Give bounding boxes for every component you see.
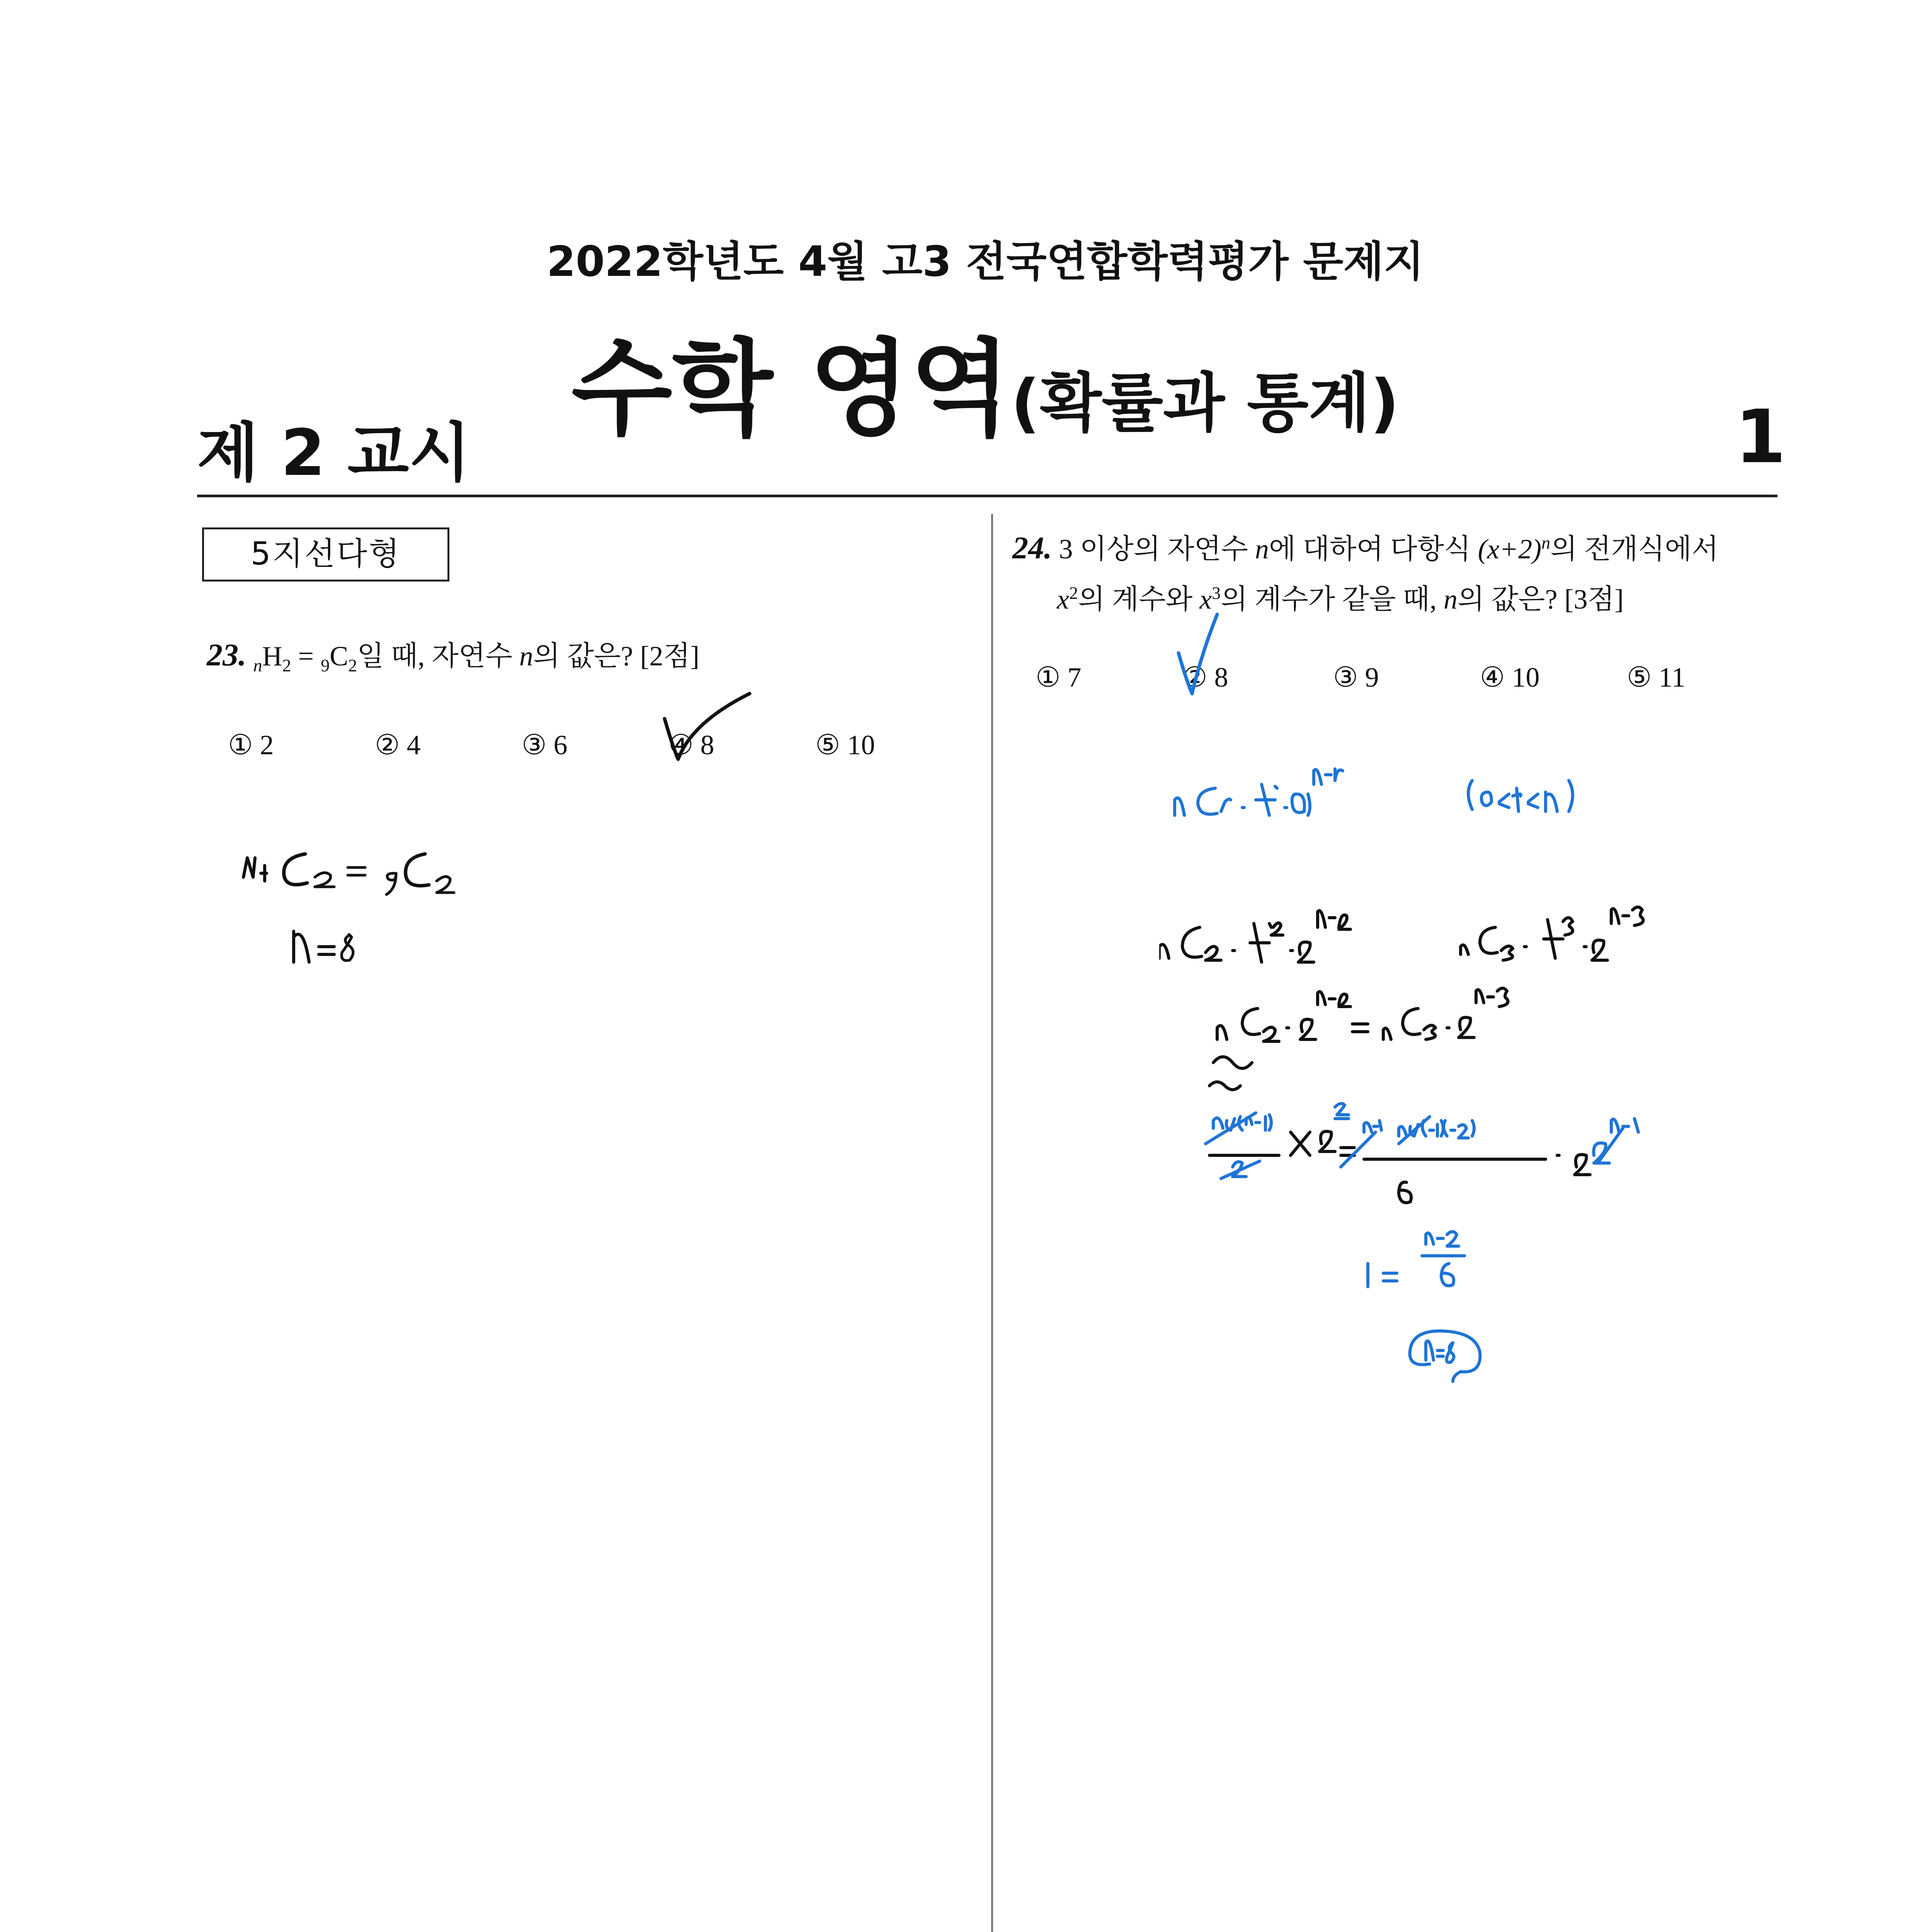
q24-option-5[interactable]: ⑤ 11: [1627, 662, 1685, 693]
column-divider: [991, 514, 993, 1932]
question-24-stem-line2: $x^2$의 계수와 $x^3$의 계수가 같을 때, n의 값은? [3점]: [1057, 583, 1624, 615]
header-rule: [197, 495, 1777, 497]
q24-option-3[interactable]: ③ 9: [1333, 662, 1379, 693]
q24-option-2[interactable]: ② 8: [1182, 662, 1228, 693]
period-label: 제 2 교시: [197, 416, 471, 490]
page-number: 1: [1735, 394, 1786, 480]
section-label: 5지선다형: [202, 527, 449, 582]
question-23-stem: 23. $_nH_2 = _9C_2$일 때, 자연수 n의 값은? [2점]: [207, 637, 700, 675]
handwritten-check-q24: [1159, 607, 1236, 699]
question-24-stem-line1: 24. 3 이상의 자연수 n에 대하여 다항식 $(x+2)^n$의 전개식에서: [1012, 530, 1719, 565]
q23-option-1[interactable]: ① 2: [228, 730, 274, 760]
title-sub: (확률과 통계): [1011, 366, 1400, 440]
q23-option-4[interactable]: ④ 8: [668, 730, 714, 760]
question-23-number: 23.: [207, 637, 247, 672]
q24-option-1[interactable]: ① 7: [1036, 662, 1082, 693]
title-main: 수학 영역: [571, 328, 1011, 450]
exam-subtitle: 2022학년도 4월 고3 전국연합학력평가 문제지: [546, 238, 1424, 286]
handwritten-work-q24: [1159, 757, 1700, 1434]
q23-option-3[interactable]: ③ 6: [522, 730, 568, 760]
handwritten-work-q23: [232, 831, 502, 993]
q23-option-2[interactable]: ② 4: [375, 730, 421, 760]
q23-option-5[interactable]: ⑤ 10: [815, 730, 875, 760]
q24-option-4[interactable]: ④ 10: [1480, 662, 1540, 693]
question-24-number: 24.: [1012, 530, 1052, 565]
handwritten-check-q23: [657, 688, 757, 765]
